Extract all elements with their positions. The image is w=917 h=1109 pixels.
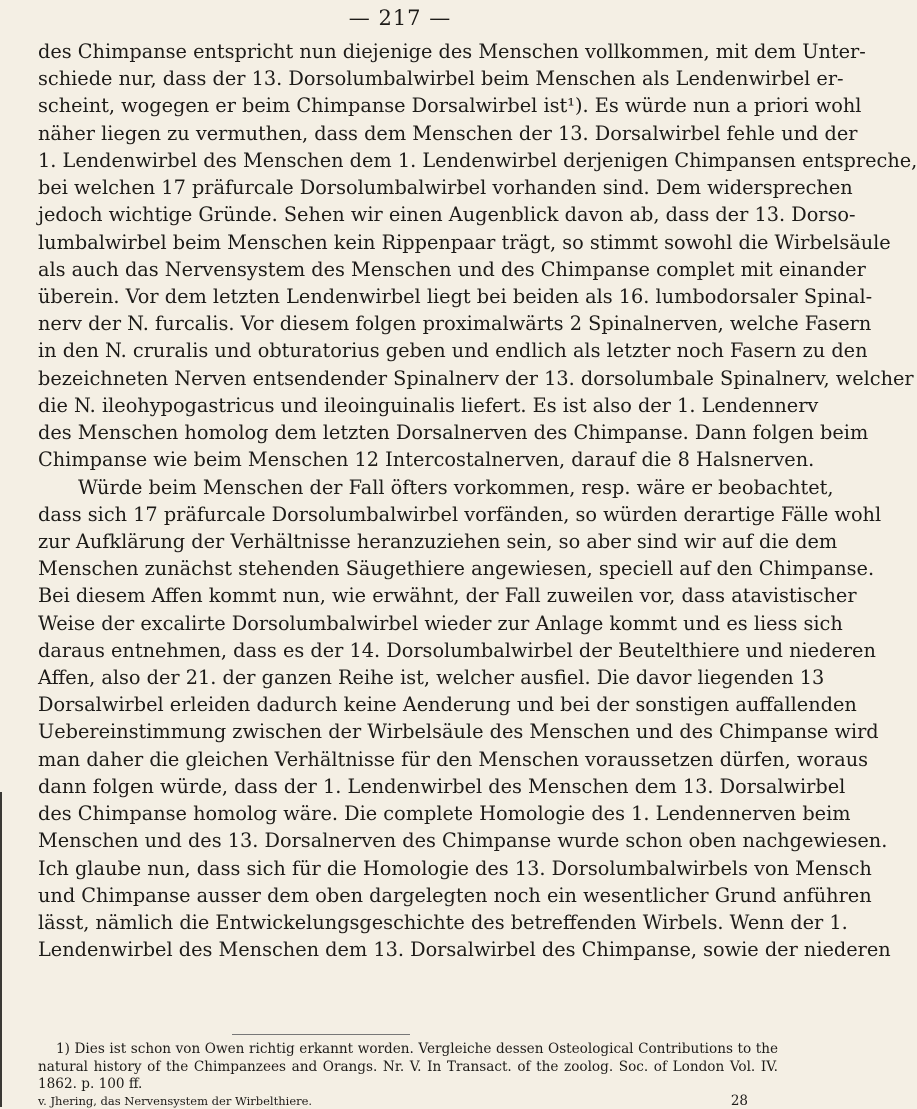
text-line: näher liegen zu vermuthen, dass dem Menschen der 13. Dorsalwirbel fehle und der (38, 121, 858, 145)
text-line: Dorsalwirbel erleiden dadurch keine Aenderung und bei der sonstigen auffallenden (38, 693, 857, 717)
text-line: und Chimpanse ausser dem oben dargelegten noch ein wesentlicher Grund anführen (38, 883, 872, 907)
text-line: lässt, nämlich die Entwickelungsgeschichte des betreffenden Wirbels. Wenn der 1. (38, 911, 848, 934)
text-line: bei welchen 17 präfurcale Dorsolumbalwirbel vorhanden sind. Dem widersprechen (38, 176, 853, 200)
text-line: dass sich 17 präfurcale Dorsolumbalwirbel vorfänden, so würden derartige Fälle wohl (38, 502, 882, 526)
text-line: des Chimpanse entspricht nun diejenige des Menschen vollkommen, mit dem Unter- (38, 40, 866, 63)
footer-citation: v. Jhering, das Nervensystem der Wirbelthiere. (38, 1094, 313, 1108)
text-line: als auch das Nervensystem des Menschen und des Chimpanse complet mit einander (38, 257, 866, 281)
signature-mark: 28 (730, 1093, 748, 1109)
text-line: in den N. cruralis und obturatorius geben und endlich als letzter noch Fasern zu den (38, 339, 868, 363)
text-line: Ich glaube nun, dass sich für die Homologie des 13. Dorsolumbalwirbels von Mensch (38, 856, 872, 880)
text-line: man daher die gleichen Verhältnisse für den Menschen voraussetzen dürfen, woraus (38, 747, 869, 771)
text-line: die N. ileohypogastricus und ileoinguinalis liefert. Es ist also der 1. Lendennerv (38, 393, 819, 417)
text-line: jedoch wichtige Gründe. Sehen wir einen Augenblick davon ab, dass der 13. Dorso- (38, 203, 856, 227)
footnote-line: natural history of the Chimpanzees and Orangs. Nr. V. In Transact. of the zoolog. Soc. of London Vol. IV. (38, 1058, 778, 1075)
text-line: Würde beim Menschen der Fall öfters vorkommen, resp. wäre er beobachtet, (78, 475, 834, 499)
text-line: Uebereinstimmung zwischen der Wirbelsäule des Menschen und des Chimpanse wird (38, 720, 879, 744)
text-line: Menschen und des 13. Dorsalnerven des Chimpanse wurde schon oben nachgewiesen. (38, 829, 888, 853)
text-line: daraus entnehmen, dass es der 14. Dorsolumbalwirbel der Beutelthiere und niederen (38, 638, 876, 662)
footnote-line: 1862. p. 100 ff. (38, 1076, 143, 1092)
text-line: bezeichneten Nerven entsendender Spinalnerv der 13. dorsolumbale Spinalnerv, welcher (38, 366, 914, 390)
text-line: überein. Vor dem letzten Lendenwirbel liegt bei beiden als 16. lumbodorsaler Spinal- (38, 284, 873, 308)
text-line: 1. Lendenwirbel des Menschen dem 1. Lendenwirbel derjenigen Chimpansen entspreche, (38, 148, 917, 172)
text-line: scheint, wogegen er beim Chimpanse Dorsalwirbel ist¹). Es würde nun a priori wohl (38, 94, 862, 118)
left-margin-rule (0, 792, 2, 1107)
text-line: lumbalwirbel beim Menschen kein Rippenpaar trägt, so stimmt sowohl die Wirbelsäule (38, 230, 891, 254)
text-line: Affen, also der 21. der ganzen Reihe ist, welcher ausfiel. Die davor liegenden 13 (38, 666, 825, 690)
footnote-line: 1) Dies ist schon von Owen richtig erkannt worden. Vergleiche dessen Osteological Contributions to the (56, 1041, 778, 1057)
page-number: — 217 — (348, 6, 452, 30)
text-line: schiede nur, dass der 13. Dorsolumbalwirbel beim Menschen als Lendenwirbel er- (38, 67, 844, 91)
text-line: zur Aufklärung der Verhältnisse heranzuziehen sein, so aber sind wir auf die dem (38, 529, 838, 553)
footnote-rule (232, 1034, 410, 1035)
footnote (38, 1041, 778, 1094)
text-line: nerv der N. furcalis. Vor diesem folgen proximalwärts 2 Spinalnerven, welche Fasern (38, 312, 872, 336)
text-line: Chimpanse wie beim Menschen 12 Intercostalnerven, darauf die 8 Halsnerven. (38, 448, 815, 472)
text-line: Weise der excalirte Dorsolumbalwirbel wieder zur Anlage kommt und es liess sich (38, 611, 843, 635)
text-line: des Menschen homolog dem letzten Dorsalnerven des Chimpanse. Dann folgen beim (38, 421, 869, 445)
text-line: des Chimpanse homolog wäre. Die complete Homologie des 1. Lendennerven beim (38, 802, 851, 826)
text-line: Lendenwirbel des Menschen dem 13. Dorsalwirbel des Chimpanse, sowie der niederen (38, 938, 891, 962)
text-line: dann folgen würde, dass der 1. Lendenwirbel des Menschen dem 13. Dorsalwirbel (38, 774, 846, 798)
running-footer (38, 1094, 778, 1108)
body-text (38, 38, 917, 963)
text-line: Bei diesem Affen kommt nun, wie erwähnt, der Fall zuweilen vor, dass atavistischer (38, 584, 857, 608)
text-line: Menschen zunächst stehenden Säugethiere angewiesen, speciell auf den Chimpanse. (38, 557, 875, 581)
